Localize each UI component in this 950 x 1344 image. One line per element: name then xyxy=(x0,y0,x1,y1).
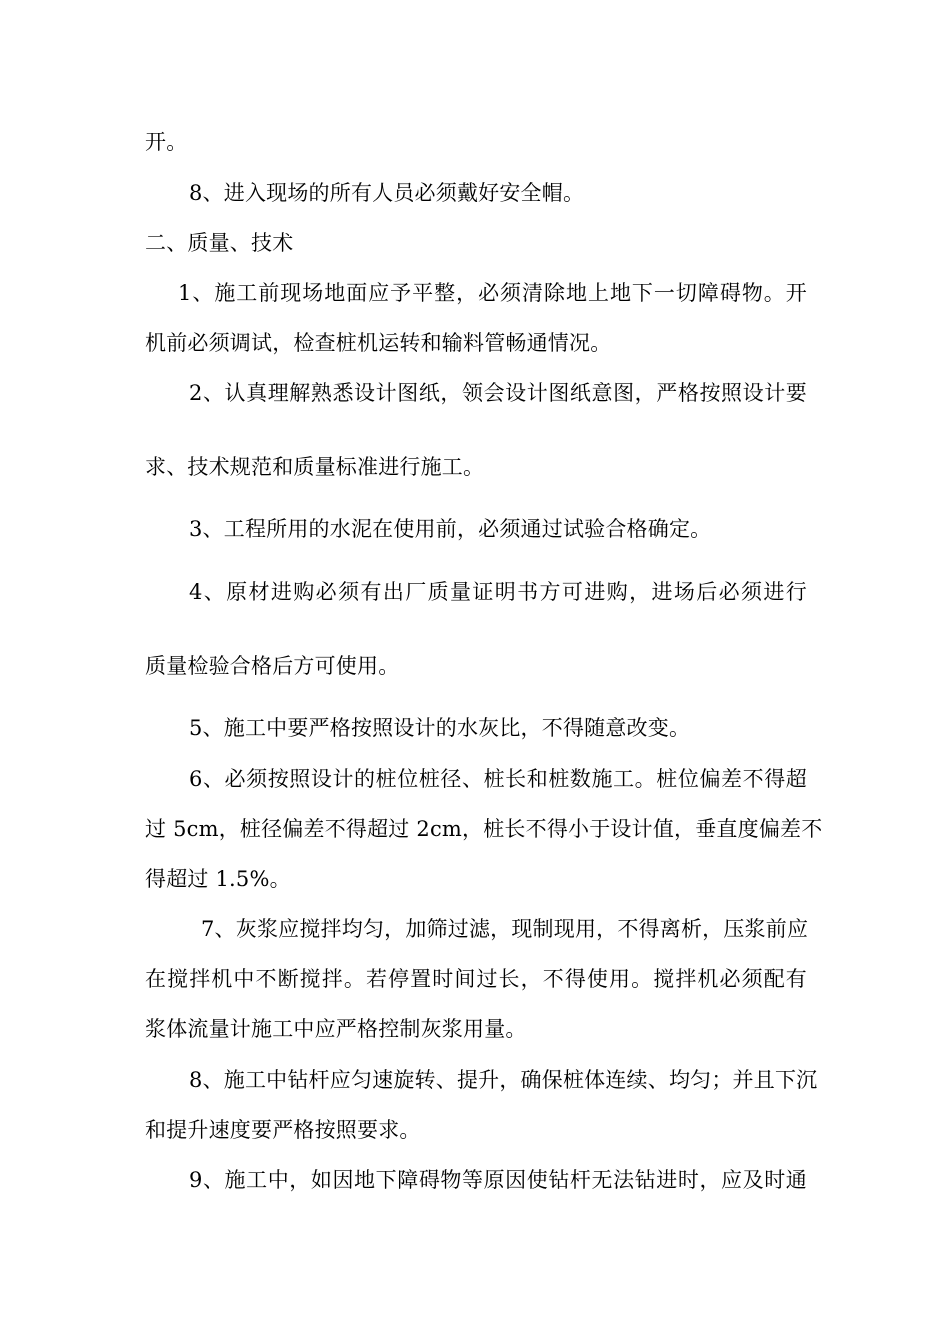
text-line: 7、灰浆应搅拌均匀，加筛过滤，现制现用，不得离析，压浆前应 xyxy=(201,917,809,941)
text-line: 机前必须调试，检查桩机运转和输料管畅通情况。 xyxy=(145,331,612,355)
text-line: 4、原材进购必须有出厂质量证明书方可进购，进场后必须进行 xyxy=(189,580,807,604)
text-line: 3、工程所用的水泥在使用前，必须通过试验合格确定。 xyxy=(189,517,712,541)
text-line: 在搅拌机中不断搅拌。若停置时间过长，不得使用。搅拌机必须配有 xyxy=(145,967,807,991)
text-line: 求、技术规范和质量标准进行施工。 xyxy=(145,455,485,479)
text-line: 2、认真理解熟悉设计图纸，领会设计图纸意图，严格按照设计要 xyxy=(189,381,807,405)
text-line: 9、施工中，如因地下障碍物等原因使钻杆无法钻进时，应及时通 xyxy=(189,1168,807,1192)
text-line: 5、施工中要严格按照设计的水灰比，不得随意改变。 xyxy=(189,716,691,740)
text-line: 6、必须按照设计的桩位桩径、桩长和桩数施工。桩位偏差不得超 xyxy=(189,767,807,791)
text-line: 得超过 1.5%。 xyxy=(145,867,291,891)
text-line: 和提升速度要严格按照要求。 xyxy=(145,1118,421,1142)
text-line: 8、施工中钻杆应匀速旋转、提升，确保桩体连续、均匀；并且下沉 xyxy=(189,1068,818,1092)
text-line: 开。 xyxy=(145,130,188,154)
text-line: 浆体流量计施工中应严格控制灰浆用量。 xyxy=(145,1017,527,1041)
text-line: 1、施工前现场地面应予平整，必须清除地上地下一切障碍物。开 xyxy=(178,281,807,305)
text-line: 过 5cm，桩径偏差不得超过 2cm，桩长不得小于设计值，垂直度偏差不 xyxy=(145,817,823,841)
text-line: 质量检验合格后方可使用。 xyxy=(145,654,400,678)
text-line: 8、进入现场的所有人员必须戴好安全帽。 xyxy=(189,181,585,205)
section-heading: 二、质量、技术 xyxy=(145,231,294,255)
